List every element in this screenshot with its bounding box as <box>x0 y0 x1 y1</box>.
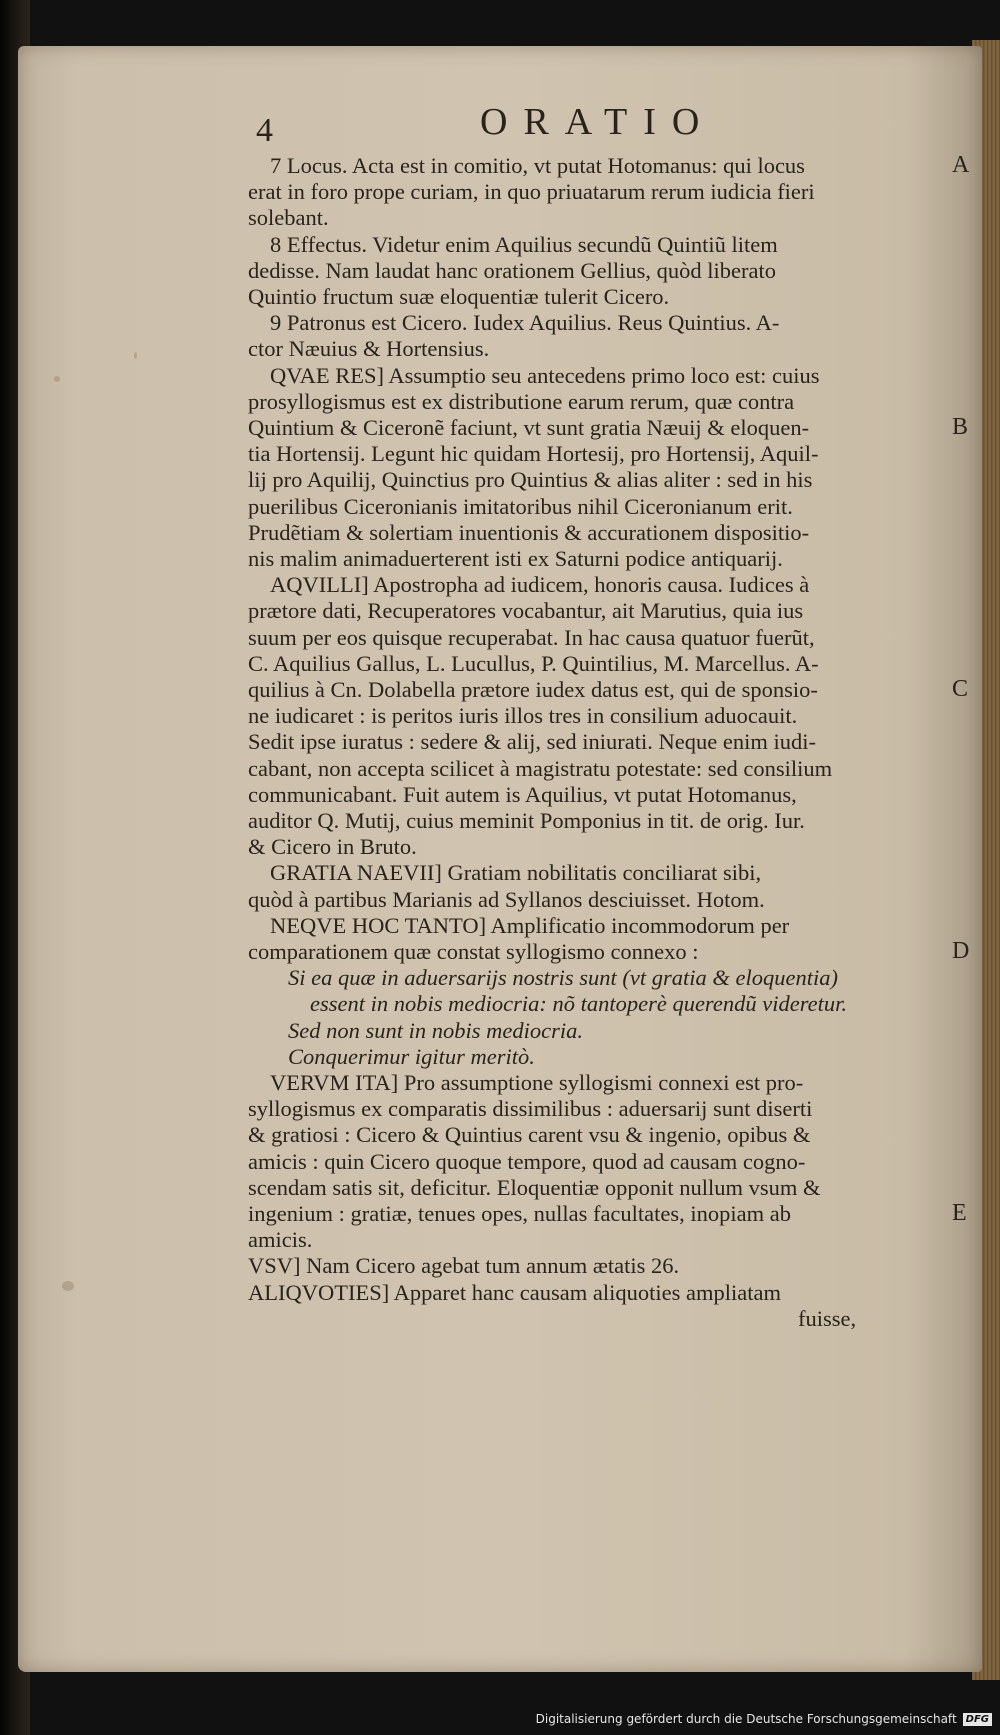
text-line: Sed non sunt in nobis mediocria. <box>288 1017 583 1043</box>
text-line: lij pro Aquilij, Quinctius pro Quintius & alias aliter : sed in his <box>248 467 813 493</box>
margin-letter: C <box>952 676 969 702</box>
text-line: Sedit ipse iuratus : sedere & alij, sed iniurati. Neque enim iudi- <box>248 729 816 755</box>
text-line: communicabant. Fuit autem is Aquilius, vt putat Hotomanus, <box>248 781 797 807</box>
text-line: 7 Locus. Acta est in comitio, vt putat Hotomanus: qui locus <box>270 153 805 178</box>
text-line: Quintio fructum suæ eloquentiæ tulerit Cicero. <box>248 284 670 309</box>
text-line: erat in foro prope curiam, in quo priuatarum rerum iudicia fieri <box>248 179 815 205</box>
text-line: & Cicero in Bruto. <box>248 834 417 860</box>
text-line: suum per eos quisque recuperabat. In hac causa quatuor fuerũt, <box>248 624 815 650</box>
margin-letter: B <box>952 414 969 440</box>
text-line: tia Hortensij. Legunt hic quidam Hortesij, pro Hortensij, Aquil- <box>248 441 819 467</box>
margin-letter: A <box>952 152 970 178</box>
text-line: solebant. <box>248 205 329 231</box>
text-line: GRATIA NAEVII] Gratiam nobilitatis conciliarat sibi, <box>270 860 762 886</box>
digitization-credit <box>536 1709 992 1729</box>
text-line: dedisse. Nam laudat hanc orationem Gellius, quòd liberato <box>248 257 776 283</box>
text-line: comparationem quæ constat syllogismo connexo : <box>248 939 699 964</box>
text-line: Si ea quæ in aduersarijs nostris sunt (vt gratia & eloquentia) <box>288 965 838 991</box>
text-line: syllogismus ex comparatis dissimilibus : aduersarij sunt diserti <box>248 1096 813 1122</box>
text-line: quilius à Cn. Dolabella prætore iudex datus est, qui de sponsio- <box>248 677 818 702</box>
page-number: 4 <box>256 112 273 149</box>
text-line: ctor Næuius & Hortensius. <box>248 336 490 362</box>
credit-text: Digitalisierung gefördert durch die Deutsche Forschungsgemeinschaft <box>535 1712 957 1726</box>
dfg-logo: DFG <box>963 1713 992 1726</box>
text-line: amicis. <box>248 1227 313 1253</box>
text-line: fuisse, <box>798 1305 857 1331</box>
text-line: essent in nobis mediocria: nõ tantoperè querendũ videretur. <box>310 991 847 1017</box>
text-line: AQVILLI] Apostropha ad iudicem, honoris causa. Iudices à <box>270 572 810 598</box>
text-line: scendam satis sit, deficitur. Eloquentiæ opponit nullum vsum & <box>248 1174 821 1200</box>
page-text <box>18 46 982 1672</box>
text-line: & gratiosi : Cicero & Quintius carent vsu & ingenio, opibus & <box>248 1122 811 1148</box>
text-line: quòd à partibus Marianis ad Syllanos desciuisset. Hotom. <box>248 886 765 912</box>
text-line: QVAE RES] Assumptio seu antecedens primo loco est: cuius <box>270 362 820 388</box>
text-line: NEQVE HOC TANTO] Amplificatio incommodorum per <box>270 912 790 938</box>
text-line: puerilibus Ciceronianis imitatoribus nihil Ciceronianum erit. <box>248 493 793 519</box>
text-line: nis malim animaduerterent isti ex Saturni podice antiquarij. <box>248 546 783 571</box>
text-line: VSV] Nam Cicero agebat tum annum ætatis 26. <box>248 1253 680 1279</box>
text-line: C. Aquilius Gallus, L. Lucullus, P. Quintilius, M. Marcellus. A- <box>248 650 819 676</box>
book-page <box>18 46 982 1672</box>
text-line: VERVM ITA] Pro assumptione syllogismi connexi est pro- <box>270 1070 804 1095</box>
margin-letter: E <box>952 1200 967 1226</box>
text-line: cabant, non accepta scilicet à magistratu potestate: sed consilium <box>248 755 833 781</box>
text-line: prætore dati, Recuperatores vocabantur, ait Marutius, quia ius <box>248 598 804 624</box>
text-line: auditor Q. Mutij, cuius meminit Pomponius in tit. de orig. Iur. <box>248 808 805 833</box>
text-line: Quintium & Ciceronẽ faciunt, vt sunt gratia Næuij & eloquen- <box>248 415 810 440</box>
text-line: prosyllogismus est ex distributione earum rerum, quæ contra <box>248 388 795 414</box>
text-line: Prudẽtiam & solertiam inuentionis & accurationem dispositio- <box>248 519 810 545</box>
text-line: Conquerimur igitur meritò. <box>288 1043 535 1069</box>
text-line: amicis : quin Cicero quoque tempore, quod ad causam cogno- <box>248 1148 806 1174</box>
text-line: ne iudicaret : is peritos iuris illos tres in consilium aduocauit. <box>248 703 798 729</box>
text-line: ingenium : gratiæ, tenues opes, nullas facultates, inopiam ab <box>248 1201 791 1226</box>
running-head: ORATIO <box>480 101 716 143</box>
text-line: ALIQVOTIES] Apparet hanc causam aliquoties ampliatam <box>248 1279 781 1305</box>
text-line: 8 Effectus. Videtur enim Aquilius secundũ Quintiũ litem <box>270 231 778 257</box>
margin-letter: D <box>952 938 970 964</box>
text-line: 9 Patronus est Cicero. Iudex Aquilius. Reus Quintius. A- <box>270 310 780 336</box>
